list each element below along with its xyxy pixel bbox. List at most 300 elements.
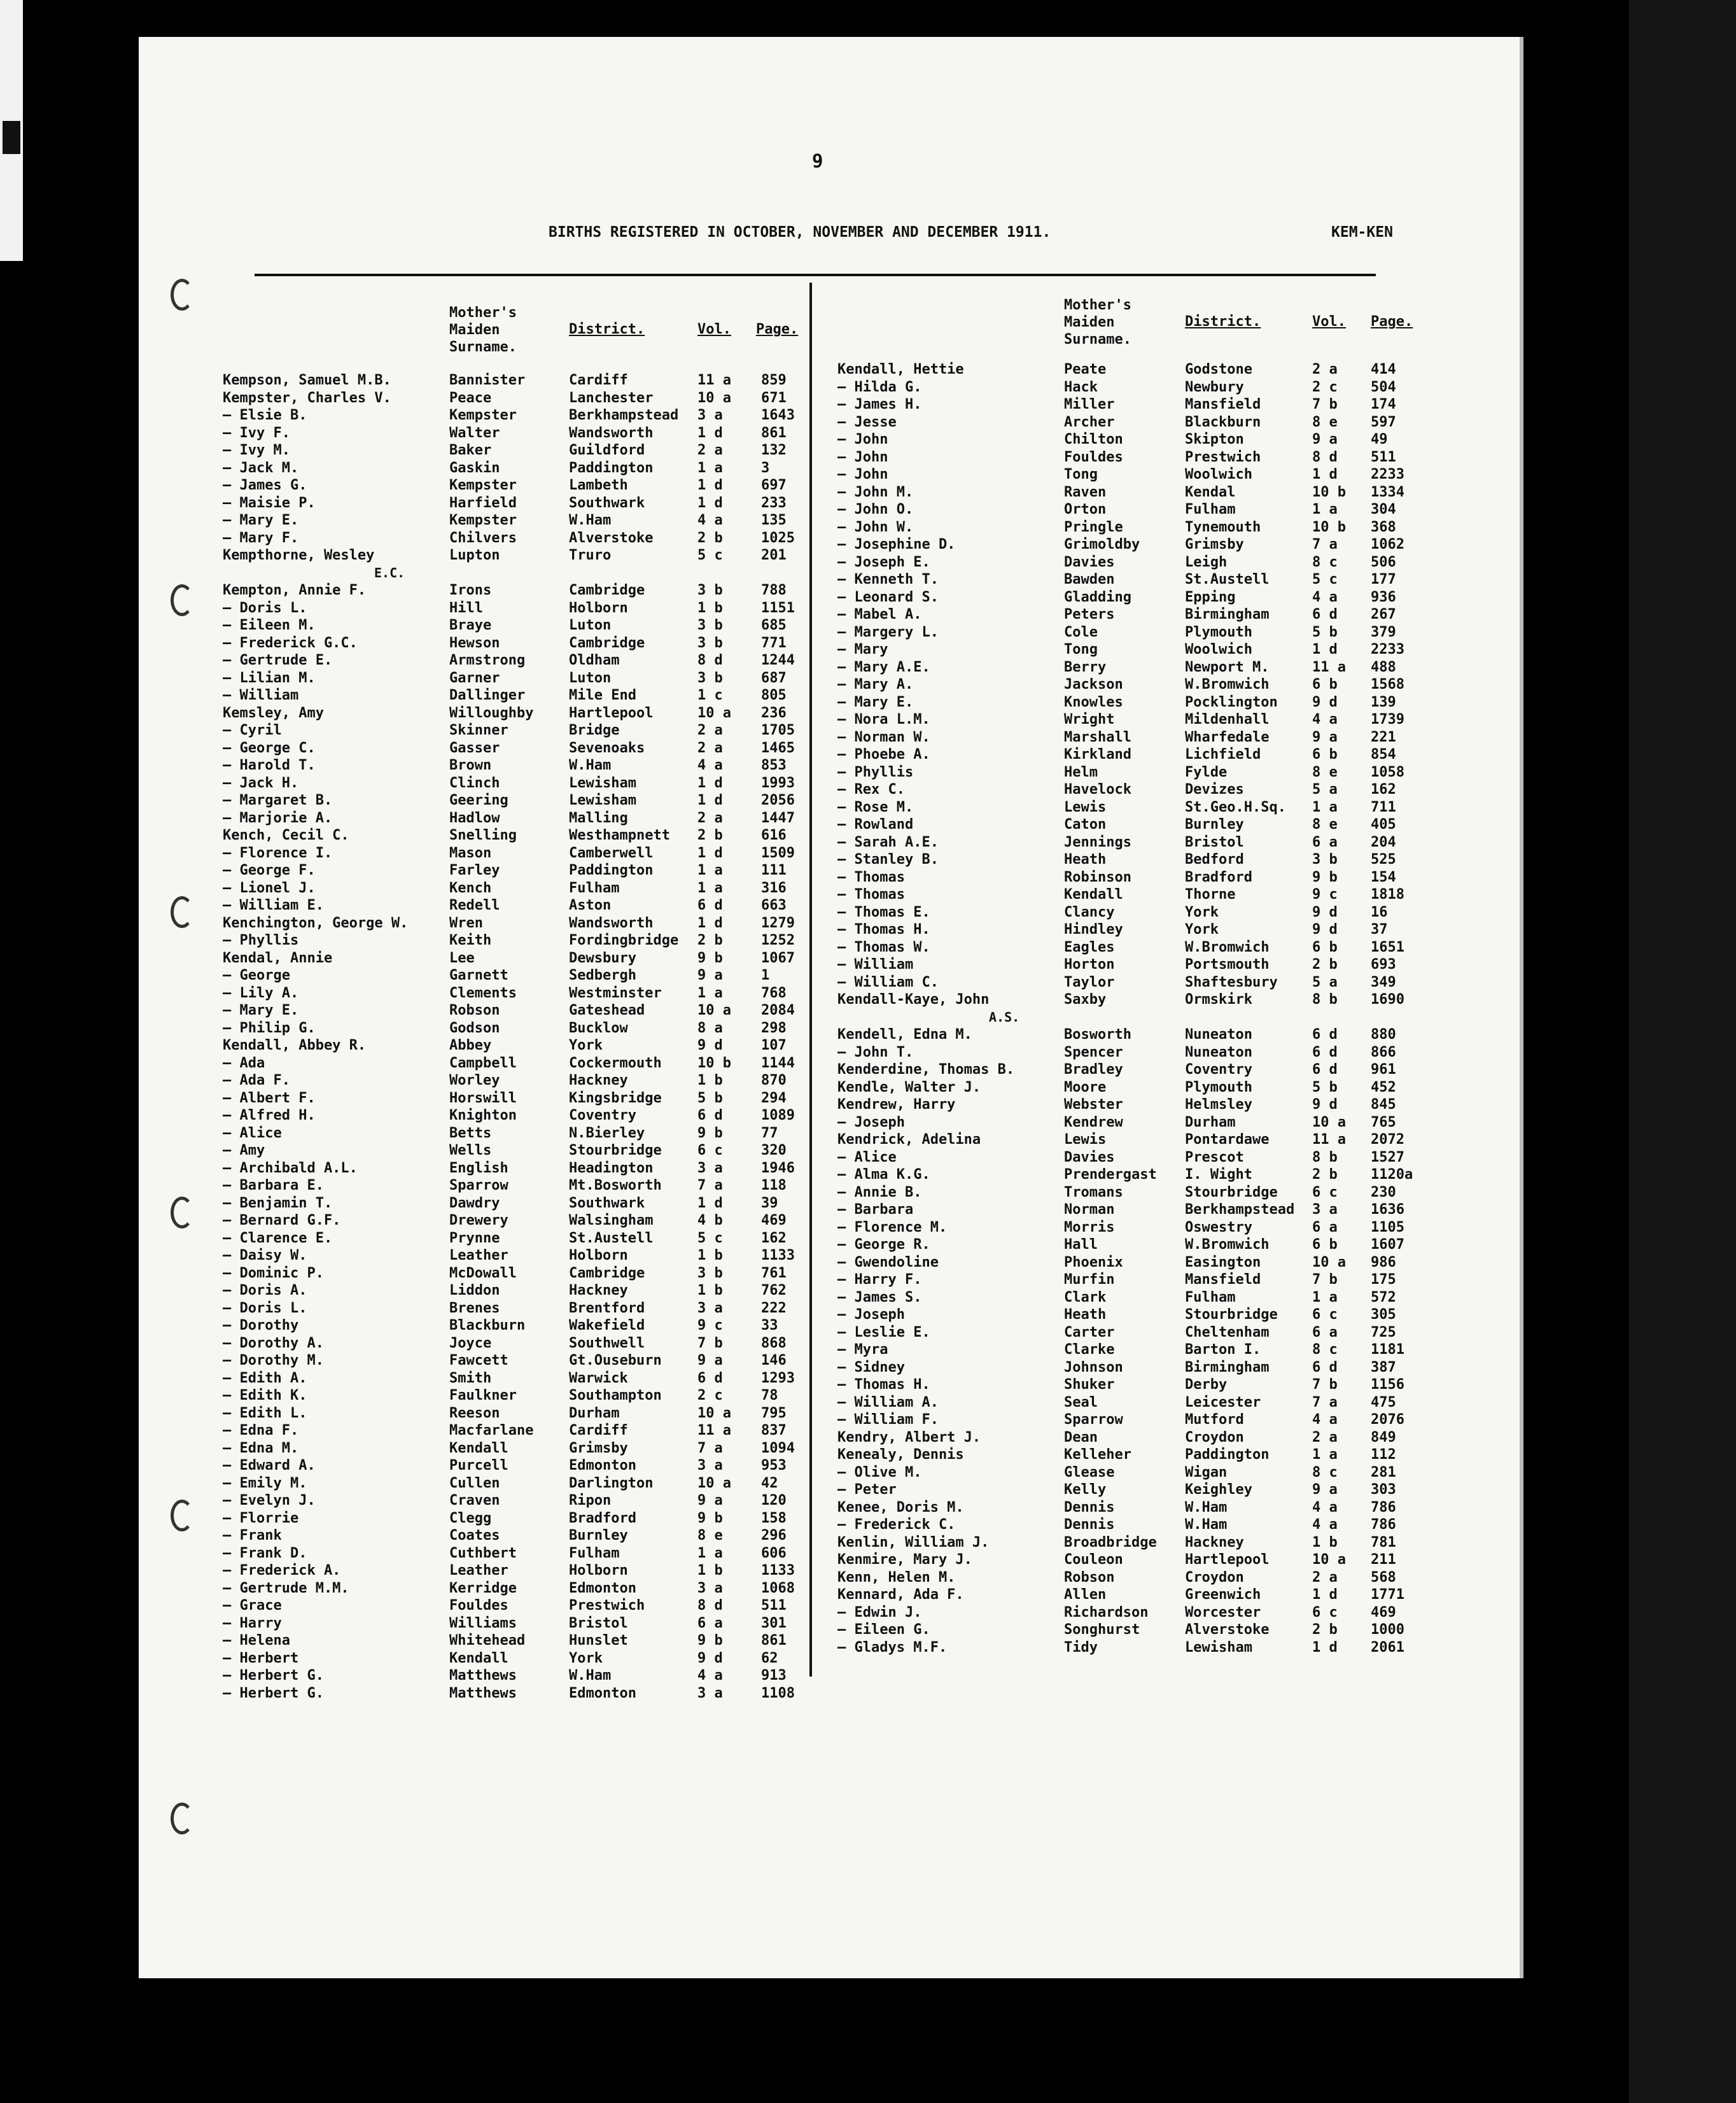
registration-district: Cambridge	[569, 1265, 645, 1281]
child-name: — Thomas E.	[837, 904, 930, 920]
volume: 2 a	[697, 810, 723, 826]
child-name: — Harry F.	[837, 1272, 922, 1288]
page-ref: 786	[1371, 1517, 1396, 1533]
volume: 5 b	[1312, 624, 1338, 640]
registration-district: Grimsby	[569, 1440, 628, 1456]
page-ref: 1509	[761, 845, 795, 861]
mother-maiden-surname: Dean	[1064, 1429, 1098, 1445]
registration-district: Edmonton	[569, 1458, 636, 1474]
register-entry	[837, 1132, 1413, 1150]
mother-maiden-surname: Wells	[449, 1143, 492, 1158]
registration-district: Cambridge	[569, 582, 645, 598]
register-entry	[837, 1342, 1413, 1360]
mother-maiden-surname: Moore	[1064, 1079, 1107, 1095]
registration-district: Lambeth	[569, 477, 628, 493]
child-name: — John M.	[837, 484, 914, 500]
child-name: — Alma K.G.	[837, 1167, 930, 1183]
mother-maiden-surname: Keith	[449, 932, 492, 948]
volume: 3 b	[1312, 852, 1338, 868]
page-ref: 805	[761, 687, 787, 703]
mother-maiden-surname: Campbell	[449, 1055, 517, 1071]
volume: 9 a	[1312, 1482, 1338, 1498]
volume: 9 b	[1312, 869, 1338, 885]
registration-district: Cockermouth	[569, 1055, 662, 1071]
volume: 9 b	[697, 950, 723, 966]
volume: 6 d	[697, 1108, 723, 1123]
volume: 7 a	[1312, 1394, 1338, 1410]
child-name: — Mary	[837, 642, 888, 658]
volume: 6 c	[697, 1143, 723, 1158]
registration-district: Paddington	[1185, 1447, 1270, 1463]
page-ref: 469	[761, 1213, 787, 1228]
mother-maiden-surname: Tidy	[1064, 1639, 1098, 1656]
register-entry	[223, 652, 802, 670]
page-ref: 1156	[1371, 1377, 1404, 1393]
volume: 6 d	[697, 897, 723, 913]
registration-district: Croydon	[1185, 1569, 1244, 1586]
registration-district: Westminster	[569, 985, 662, 1001]
volume: 11 a	[1312, 1132, 1346, 1148]
mother-maiden-surname: Dallinger	[449, 687, 526, 703]
child-name: — Emily M.	[223, 1475, 307, 1491]
page-ref: 2056	[761, 792, 795, 808]
page-ref: 1739	[1371, 712, 1404, 728]
registration-district: Stourbridge	[569, 1143, 662, 1158]
mother-maiden-surname: Abbey	[449, 1037, 492, 1053]
registration-district: Fordingbridge	[569, 932, 679, 948]
register-entry	[837, 957, 1413, 974]
register-entry	[837, 1115, 1413, 1132]
child-name: — Mary E.	[223, 512, 299, 528]
volume: 2 a	[1312, 362, 1338, 377]
volume: 7 b	[1312, 397, 1338, 412]
child-name: — Sarah A.E.	[837, 834, 939, 850]
register-entry	[837, 992, 1413, 1009]
register-entry	[837, 712, 1413, 729]
page-ref: 1607	[1371, 1237, 1404, 1253]
register-entry	[223, 1335, 802, 1353]
register-entry	[223, 372, 802, 390]
registration-district: Pocklington	[1185, 694, 1278, 710]
register-entry	[223, 1633, 802, 1650]
registration-district: Helmsley	[1185, 1097, 1252, 1113]
child-name: — Grace	[223, 1598, 282, 1614]
punch-hole	[171, 279, 193, 311]
registration-district: Ormskirk	[1185, 992, 1252, 1008]
mother-maiden-surname: Wright	[1064, 712, 1115, 728]
register-entry	[837, 1009, 1413, 1027]
registration-district: Wakefield	[569, 1318, 645, 1333]
register-entry	[223, 1405, 802, 1423]
volume: 3 a	[1312, 1202, 1338, 1218]
page-ref: 296	[761, 1528, 787, 1544]
child-name: — Olive M.	[837, 1464, 922, 1481]
page-ref: 62	[761, 1650, 778, 1666]
mother-maiden-surname: Couleon	[1064, 1552, 1123, 1568]
register-entry	[223, 915, 802, 933]
register-entry	[837, 414, 1413, 432]
volume: 2 b	[697, 827, 723, 843]
child-name: — Eileen G.	[837, 1622, 930, 1638]
mother-maiden-surname: Willoughby	[449, 705, 534, 721]
volume: 1 b	[697, 1563, 723, 1579]
register-entry	[837, 939, 1413, 957]
child-name: E.C.	[374, 565, 405, 580]
mother-maiden-surname: Kelly	[1064, 1482, 1107, 1498]
mother-maiden-surname: Allen	[1064, 1587, 1107, 1603]
child-name: — Maisie P.	[223, 495, 316, 511]
child-name: — Kenneth T.	[837, 572, 939, 587]
page-ref: 1067	[761, 950, 795, 966]
mother-maiden-surname: Kerridge	[449, 1580, 517, 1596]
volume: 9 d	[1312, 904, 1338, 920]
page-ref: 201	[761, 547, 787, 563]
page-ref: 1690	[1371, 992, 1404, 1008]
mother-maiden-surname: Cullen	[449, 1475, 500, 1491]
volume: 1 d	[697, 845, 723, 861]
page-ref: 1108	[761, 1685, 795, 1701]
child-name: Kempthorne, Wesley	[223, 547, 375, 563]
registration-district: Shaftesbury	[1185, 974, 1278, 990]
child-name: — Phyllis	[837, 764, 914, 780]
registration-district: Newbury	[1185, 379, 1244, 395]
registration-district: York	[569, 1037, 603, 1053]
registration-district: Durham	[569, 1405, 620, 1421]
register-entry	[223, 757, 802, 775]
page-ref: 305	[1371, 1307, 1396, 1323]
mother-maiden-surname: Tong	[1064, 467, 1098, 482]
register-entry	[837, 1080, 1413, 1097]
mother-maiden-surname: Irons	[449, 582, 492, 598]
mother-maiden-surname: Dennis	[1064, 1499, 1115, 1516]
volume: 10 a	[1312, 1254, 1346, 1270]
registration-district: Blackburn	[1185, 414, 1261, 430]
page-ref: 132	[761, 442, 787, 458]
page-ref: 1636	[1371, 1202, 1404, 1218]
volume: 10 a	[697, 1475, 731, 1491]
volume: 1 d	[697, 775, 723, 791]
volume: 8 e	[1312, 817, 1338, 833]
registration-district: Bristol	[1185, 834, 1244, 850]
header-maiden-surname-right: Mother's Maiden Surname.	[1064, 297, 1131, 348]
page-ref: 1133	[761, 1563, 795, 1579]
film-edge-right	[1629, 0, 1736, 2103]
volume: 1 d	[1312, 642, 1338, 658]
page-ref: 2084	[761, 1002, 795, 1018]
registration-district: Cambridge	[569, 635, 645, 651]
registration-district: Mansfield	[1185, 1272, 1261, 1288]
volume: 1 d	[697, 792, 723, 808]
volume: 1 a	[1312, 1447, 1338, 1463]
volume: 10 a	[697, 1405, 731, 1421]
registration-district: Devizes	[1185, 782, 1244, 798]
page-ref: 868	[761, 1335, 787, 1351]
page-ref: 953	[761, 1458, 787, 1474]
registration-district: Stourbridge	[1185, 1184, 1278, 1200]
child-name: — Thomas H.	[837, 1377, 930, 1393]
child-name: — Archibald A.L.	[223, 1160, 358, 1176]
child-name: — Frank	[223, 1528, 282, 1544]
volume: 3 a	[697, 407, 723, 423]
page-ref: 1181	[1371, 1342, 1404, 1358]
registration-district: Coventry	[1185, 1062, 1252, 1078]
volume: 6 a	[697, 1615, 723, 1631]
child-name: — Philip G.	[223, 1020, 316, 1036]
volume: 6 c	[1312, 1307, 1338, 1323]
mother-maiden-surname: Prendergast	[1064, 1167, 1157, 1183]
register-entry	[837, 607, 1413, 624]
page-ref: 174	[1371, 397, 1396, 412]
page-ref: 663	[761, 897, 787, 913]
header-district-right: District.	[1185, 314, 1261, 330]
mother-maiden-surname: Kendall	[1064, 887, 1123, 903]
register-entry	[837, 974, 1413, 992]
registration-district: W.Bromwich	[1185, 1237, 1270, 1253]
registration-district: W.Bromwich	[1185, 677, 1270, 693]
register-entry	[223, 1213, 802, 1230]
child-name: — Helena	[223, 1633, 290, 1649]
child-name: — Benjamin T.	[223, 1195, 333, 1211]
child-name: — Alfred H.	[223, 1108, 316, 1123]
registration-district: Headington	[569, 1160, 654, 1176]
page-ref: 475	[1371, 1394, 1396, 1410]
register-entry	[223, 512, 802, 530]
header-rule	[255, 274, 1376, 276]
page-ref: 211	[1371, 1552, 1396, 1568]
page-ref: 870	[761, 1073, 787, 1088]
volume: 7 b	[697, 1335, 723, 1351]
register-entry	[837, 1395, 1413, 1412]
volume: 9 a	[1312, 432, 1338, 447]
child-name: — Dominic P.	[223, 1265, 324, 1281]
page-ref: 693	[1371, 957, 1396, 973]
registration-district: Southwark	[569, 1195, 645, 1211]
mother-maiden-surname: Horton	[1064, 957, 1115, 973]
register-entry	[837, 467, 1413, 484]
page-ref: 1293	[761, 1370, 795, 1386]
child-name: Kempton, Annie F.	[223, 582, 367, 598]
registration-district: Cardiff	[569, 372, 628, 388]
mother-maiden-surname: Kirkland	[1064, 747, 1131, 763]
registration-district: Barton I.	[1185, 1342, 1261, 1358]
volume: 8 d	[697, 1598, 723, 1614]
child-name: — Edwin J.	[837, 1604, 922, 1621]
volume: 6 a	[1312, 1219, 1338, 1235]
volume: 5 a	[1312, 974, 1338, 990]
volume: 8 d	[1312, 449, 1338, 465]
mother-maiden-surname: McDowall	[449, 1265, 517, 1281]
child-name: — Herbert	[223, 1650, 299, 1666]
registration-district: Bradford	[1185, 869, 1252, 885]
child-name: — Stanley B.	[837, 852, 939, 868]
mother-maiden-surname: Matthews	[449, 1685, 517, 1701]
registration-district: Wharfedale	[1185, 729, 1270, 745]
child-name: — Joseph	[837, 1307, 905, 1323]
page-ref: 1244	[761, 652, 795, 668]
mother-maiden-surname: Heath	[1064, 1307, 1107, 1323]
child-name: — George	[223, 967, 290, 983]
child-name: — Edith K.	[223, 1388, 307, 1403]
mother-maiden-surname: Tong	[1064, 642, 1098, 658]
page-ref: 768	[761, 985, 787, 1001]
page-ref: 986	[1371, 1254, 1396, 1270]
column-divider	[809, 283, 812, 1677]
volume: 4 a	[1312, 1499, 1338, 1516]
volume: 6 d	[1312, 1027, 1338, 1043]
page-ref: 1818	[1371, 887, 1404, 903]
mother-maiden-surname: Matthews	[449, 1668, 517, 1684]
mother-maiden-surname: Dawdry	[449, 1195, 500, 1211]
register-entry	[837, 1587, 1413, 1605]
register-entry	[837, 817, 1413, 834]
child-name: — Leonard S.	[837, 589, 939, 605]
mother-maiden-surname: Sparrow	[449, 1178, 508, 1193]
registration-district: Lanchester	[569, 390, 654, 406]
child-name: — Ivy M.	[223, 442, 290, 458]
registration-district: W.Ham	[569, 1668, 612, 1684]
page-ref: 936	[1371, 589, 1396, 605]
page-ref: 230	[1371, 1184, 1396, 1200]
page-ref: 1025	[761, 530, 795, 546]
child-name: — Thomas H.	[837, 922, 930, 938]
registration-district: Oswestry	[1185, 1219, 1252, 1235]
page-ref: 725	[1371, 1324, 1396, 1340]
register-entry	[837, 449, 1413, 467]
volume: 3 a	[697, 1160, 723, 1176]
register-entry	[837, 572, 1413, 589]
page-ref: 146	[761, 1353, 787, 1368]
volume: 7 a	[697, 1440, 723, 1456]
mother-maiden-surname: Horswill	[449, 1090, 517, 1106]
mother-maiden-surname: Walter	[449, 425, 500, 441]
register-entry	[837, 869, 1413, 887]
register-entry	[223, 1650, 802, 1668]
registration-district: Birmingham	[1185, 607, 1270, 622]
register-entry	[223, 1143, 802, 1160]
mother-maiden-surname: Richardson	[1064, 1604, 1149, 1621]
child-name: — Leslie E.	[837, 1324, 930, 1340]
child-name: — Jack H.	[223, 775, 299, 791]
page-ref: 2061	[1371, 1639, 1404, 1656]
page-ref: 294	[761, 1090, 787, 1106]
volume: 9 b	[697, 1633, 723, 1649]
child-name: — Mabel A.	[837, 607, 922, 622]
mother-maiden-surname: Chilton	[1064, 432, 1123, 447]
page-ref: 861	[761, 1633, 787, 1649]
volume: 6 d	[1312, 1062, 1338, 1078]
child-name: — Edna F.	[223, 1423, 299, 1438]
volume: 3 b	[697, 670, 723, 686]
page-number: 9	[812, 150, 823, 172]
child-name: — Harry	[223, 1615, 282, 1631]
mother-maiden-surname: Blackburn	[449, 1318, 526, 1333]
page-ref: 687	[761, 670, 787, 686]
child-name: — George F.	[223, 862, 316, 878]
page-ref: 786	[1371, 1499, 1396, 1516]
right-entry-column	[837, 362, 1413, 1657]
volume: 5 c	[697, 1230, 723, 1246]
volume: 8 c	[1312, 554, 1338, 570]
mother-maiden-surname: Songhurst	[1064, 1622, 1140, 1638]
registration-district: Godstone	[1185, 362, 1252, 377]
child-name: — Ivy F.	[223, 425, 290, 441]
mother-maiden-surname: Berry	[1064, 659, 1107, 675]
mother-maiden-surname: Miller	[1064, 397, 1115, 412]
mother-maiden-surname: Heath	[1064, 852, 1107, 868]
child-name: Kemsley, Amy	[223, 705, 324, 721]
page-ref: 771	[761, 635, 787, 651]
register-entry	[223, 1545, 802, 1563]
register-entry	[837, 642, 1413, 659]
register-entry	[837, 729, 1413, 747]
register-entry	[223, 1073, 802, 1090]
page-ref: 405	[1371, 817, 1396, 833]
page-ref: 1	[761, 967, 770, 983]
volume: 6 b	[1312, 939, 1338, 955]
mother-maiden-surname: Bawden	[1064, 572, 1115, 587]
registration-district: Camberwell	[569, 845, 654, 861]
volume: 4 a	[697, 1668, 723, 1684]
child-name: — Hilda G.	[837, 379, 922, 395]
volume: 10 a	[697, 390, 731, 406]
mother-maiden-surname: Brown	[449, 757, 492, 773]
register-entry	[223, 1230, 802, 1248]
register-entry	[837, 1570, 1413, 1587]
registration-district: Luton	[569, 670, 612, 686]
child-name: — Florrie	[223, 1510, 299, 1526]
volume: 4 a	[1312, 712, 1338, 728]
register-entry	[837, 1255, 1413, 1272]
registration-district: Plymouth	[1185, 1079, 1252, 1095]
child-name: — Florence I.	[223, 845, 333, 861]
volume: 5 b	[1312, 1079, 1338, 1095]
child-name: — Herbert G.	[223, 1668, 324, 1684]
mother-maiden-surname: Murfin	[1064, 1272, 1115, 1288]
child-name: — John	[837, 432, 888, 447]
page-ref: 1946	[761, 1160, 795, 1176]
volume: 3 b	[697, 582, 723, 598]
mother-maiden-surname: Garnett	[449, 967, 508, 983]
page-ref: 452	[1371, 1079, 1396, 1095]
registration-district: Mutford	[1185, 1412, 1244, 1428]
register-entry	[837, 1517, 1413, 1535]
registration-district: Portsmouth	[1185, 957, 1270, 973]
volume: 4 b	[697, 1213, 723, 1228]
child-name: — Elsie B.	[223, 407, 307, 423]
registration-district: Mildenhall	[1185, 712, 1270, 728]
mother-maiden-surname: Bannister	[449, 372, 526, 388]
page-ref: 16	[1371, 904, 1388, 920]
register-entry	[223, 1090, 802, 1108]
volume: 9 d	[1312, 1097, 1338, 1113]
child-name: — Daisy W.	[223, 1248, 307, 1263]
page-ref: 761	[761, 1265, 787, 1281]
page-ref: 711	[1371, 799, 1396, 815]
child-name: — Doris A.	[223, 1283, 307, 1298]
volume: 6 a	[1312, 1324, 1338, 1340]
mother-maiden-surname: Robson	[449, 1002, 500, 1018]
register-entry	[223, 565, 802, 583]
registration-district: Walsingham	[569, 1213, 654, 1228]
volume: 1 a	[697, 880, 723, 896]
child-name: Kennard, Ada F.	[837, 1587, 964, 1603]
page-ref: 837	[761, 1423, 787, 1438]
page-ref: 49	[1371, 432, 1388, 447]
mother-maiden-surname: Gasser	[449, 740, 500, 756]
volume: 1 b	[1312, 1534, 1338, 1551]
registration-district: St.Austell	[569, 1230, 654, 1246]
register-entry	[223, 810, 802, 828]
